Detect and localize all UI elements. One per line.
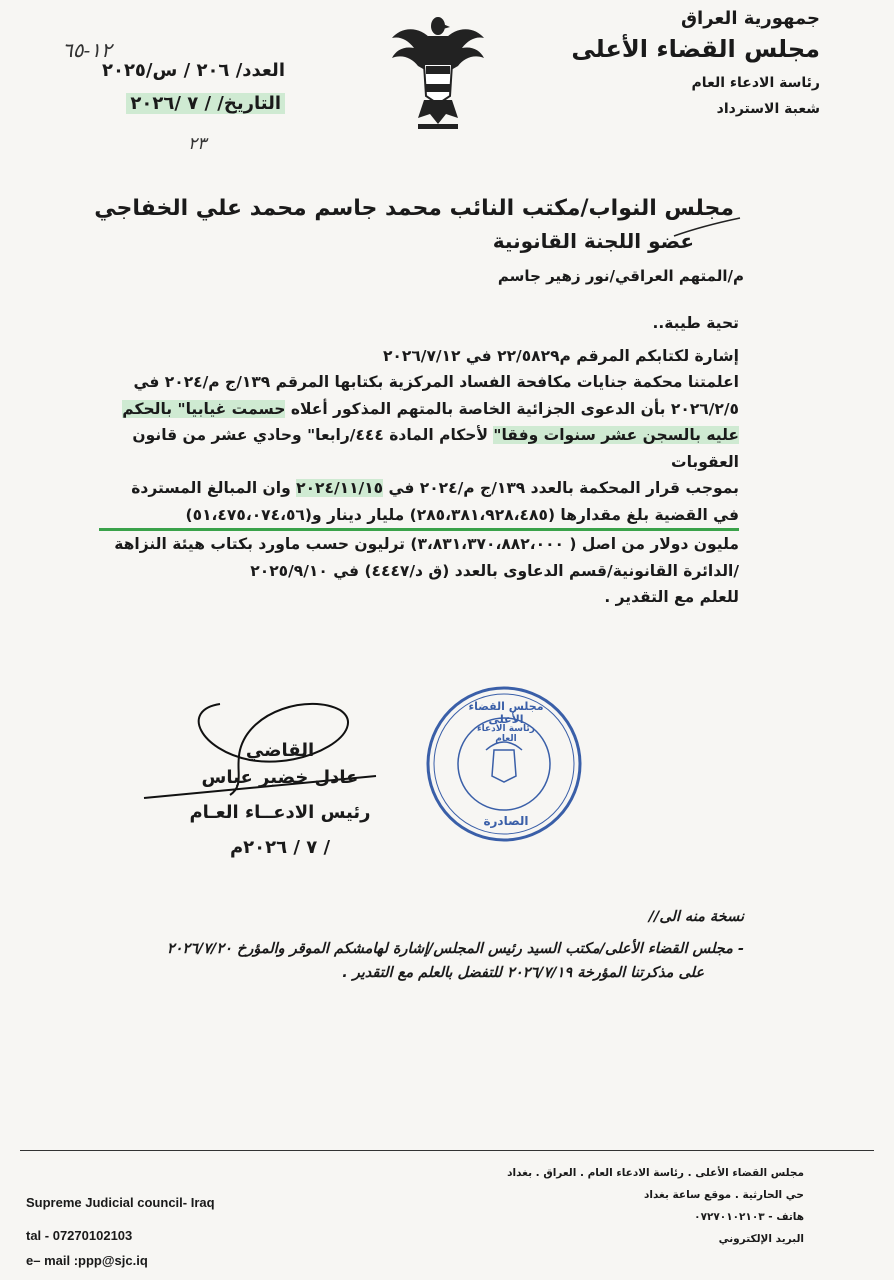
handwritten-day: ٢٣ [188,134,207,154]
letter-date: التاريخ/ / ٧ /٢٠٢٦ [126,93,285,114]
stamp-outer-text: مجلس القضاء الأعلى [468,700,544,726]
signatory-name: عادل خضير عباس [201,767,359,788]
iraq-eagle-emblem-icon [388,14,488,144]
footer-english [26,1190,215,1273]
footer-phone: هاتف - ٠٧٢٧٠١٠٢١٠٣ [694,1211,804,1223]
copy-line: على مذكرتنا المؤرخة ٢٠٢٦/٧/١٩ للتفضل بالعلم مع التقدير . [342,965,704,981]
body-line [99,396,739,423]
republic-label: جمهورية العراق [680,8,820,29]
letterhead-left [70,60,285,114]
copy-line: - مجلس القضاء الأعلى/مكتب السيد رئيس المجلس/إشارة لهامشكم الموقر والمؤرخ ٢٠٢٦/٧/٢٠ [166,941,744,957]
footer-email: e– mail :ppp@sjc.iq [26,1253,148,1268]
body-line: /الدائرة القانونية/قسم الدعاوى بالعدد (ق د/٤٤٤٧) في ٢٠٢٥/٩/١٠ [250,561,739,580]
presidency-label: رئاسة الادعاء العام [691,75,820,91]
recipient-block [94,196,744,285]
recipient-name: مجلس النواب/مكتب النائب محمد جاسم محمد علي الخفاجي [94,196,734,221]
highlighted-text: حسمت غيابيا" بالحكم [122,399,286,418]
copy-heading: نسخة منه الى// [648,909,744,925]
underlined-line: في القضية بلغ مقدارها (٢٨٥،٣٨١،٩٢٨،٤٨٥) مليار دينار و(٥١،٤٧٥،٠٧٤،٥٦) [99,502,739,532]
body-text: وان المبالغ المستردة [131,479,291,497]
footer-org-name: Supreme Judicial council- Iraq [26,1195,215,1210]
subject-line: م/المتهم العراقي/نور زهير جاسم [497,267,744,285]
copy-to-block [104,905,744,985]
body-line: إشارة لكتابكم المرقم م٢٢/٥٨٢٩ في ٢٠٢٦/٧/١٢ [382,346,739,365]
signature-date: / ٧ / ٢٠٢٦م [229,837,331,858]
body-line [99,475,739,502]
letterhead-right [571,8,820,117]
body-line [99,422,739,475]
signatory-position: رئيس الادعــاء العـام [189,802,371,823]
highlighted-date: ٢٠٢٤/١١/١٥ [296,479,384,497]
footer-divider [20,1150,874,1151]
stamp-bottom-text: الصادرة [483,814,529,828]
council-label: مجلس القضاء الأعلى [571,35,820,63]
signature-block [150,740,410,858]
stamp-inner-text: رئاسة الادعاء العام [477,724,535,744]
handwritten-reference: ١٢-٦٥ [62,38,112,62]
body-text: ٢٠٢٦/٢/٥ بأن الدعوى الجزائية الخاصة بالمتهم المذكور أعلاه [290,399,739,418]
footer-address: مجلس القضاء الأعلى . رئاسة الادعاء العام . العراق . بغداد [507,1167,804,1179]
highlighted-text: عليه بالسجن عشر سنوات وفقا" [493,426,739,444]
signatory-title: القاضي [245,740,315,761]
footer-district: حي الحارثية . موقع ساعة بغداد [643,1189,804,1201]
footer-email-label: البريد الإلكتروني [718,1233,804,1245]
recipient-title: عضو اللجنة القانونية [492,229,694,253]
body-text: لأحكام المادة ٤٤٤/رابعا" وحادي عشر من قانون العقوبات [132,426,739,471]
body-line: مليون دولار من اصل ( ٣،٨٣١،٣٧٠،٨٨٢،٠٠٠) ترليون حسب ماورد بكتاب هيئة النزاهة [114,535,739,553]
closing-line: للعلم مع التقدير . [604,588,739,606]
footer-arabic [507,1162,804,1250]
division-label: شعبة الاسترداد [716,101,820,117]
footer-tel: tal - 07270102103 [26,1228,133,1243]
greeting: تحية طيبة.. [652,314,739,332]
letter-body [99,310,739,611]
body-line: اعلمتنا محكمة جنايات مكافحة الفساد المركزية بكتابها المرقم ١٣٩/ج م/٢٠٢٤ في [133,373,739,391]
body-text: بموجب قرار المحكمة بالعدد ١٣٩/ج م/٢٠٢٤ في [388,479,739,497]
letter-number: العدد/ ٢٠٦ / س/٢٠٢٥ [101,60,285,81]
